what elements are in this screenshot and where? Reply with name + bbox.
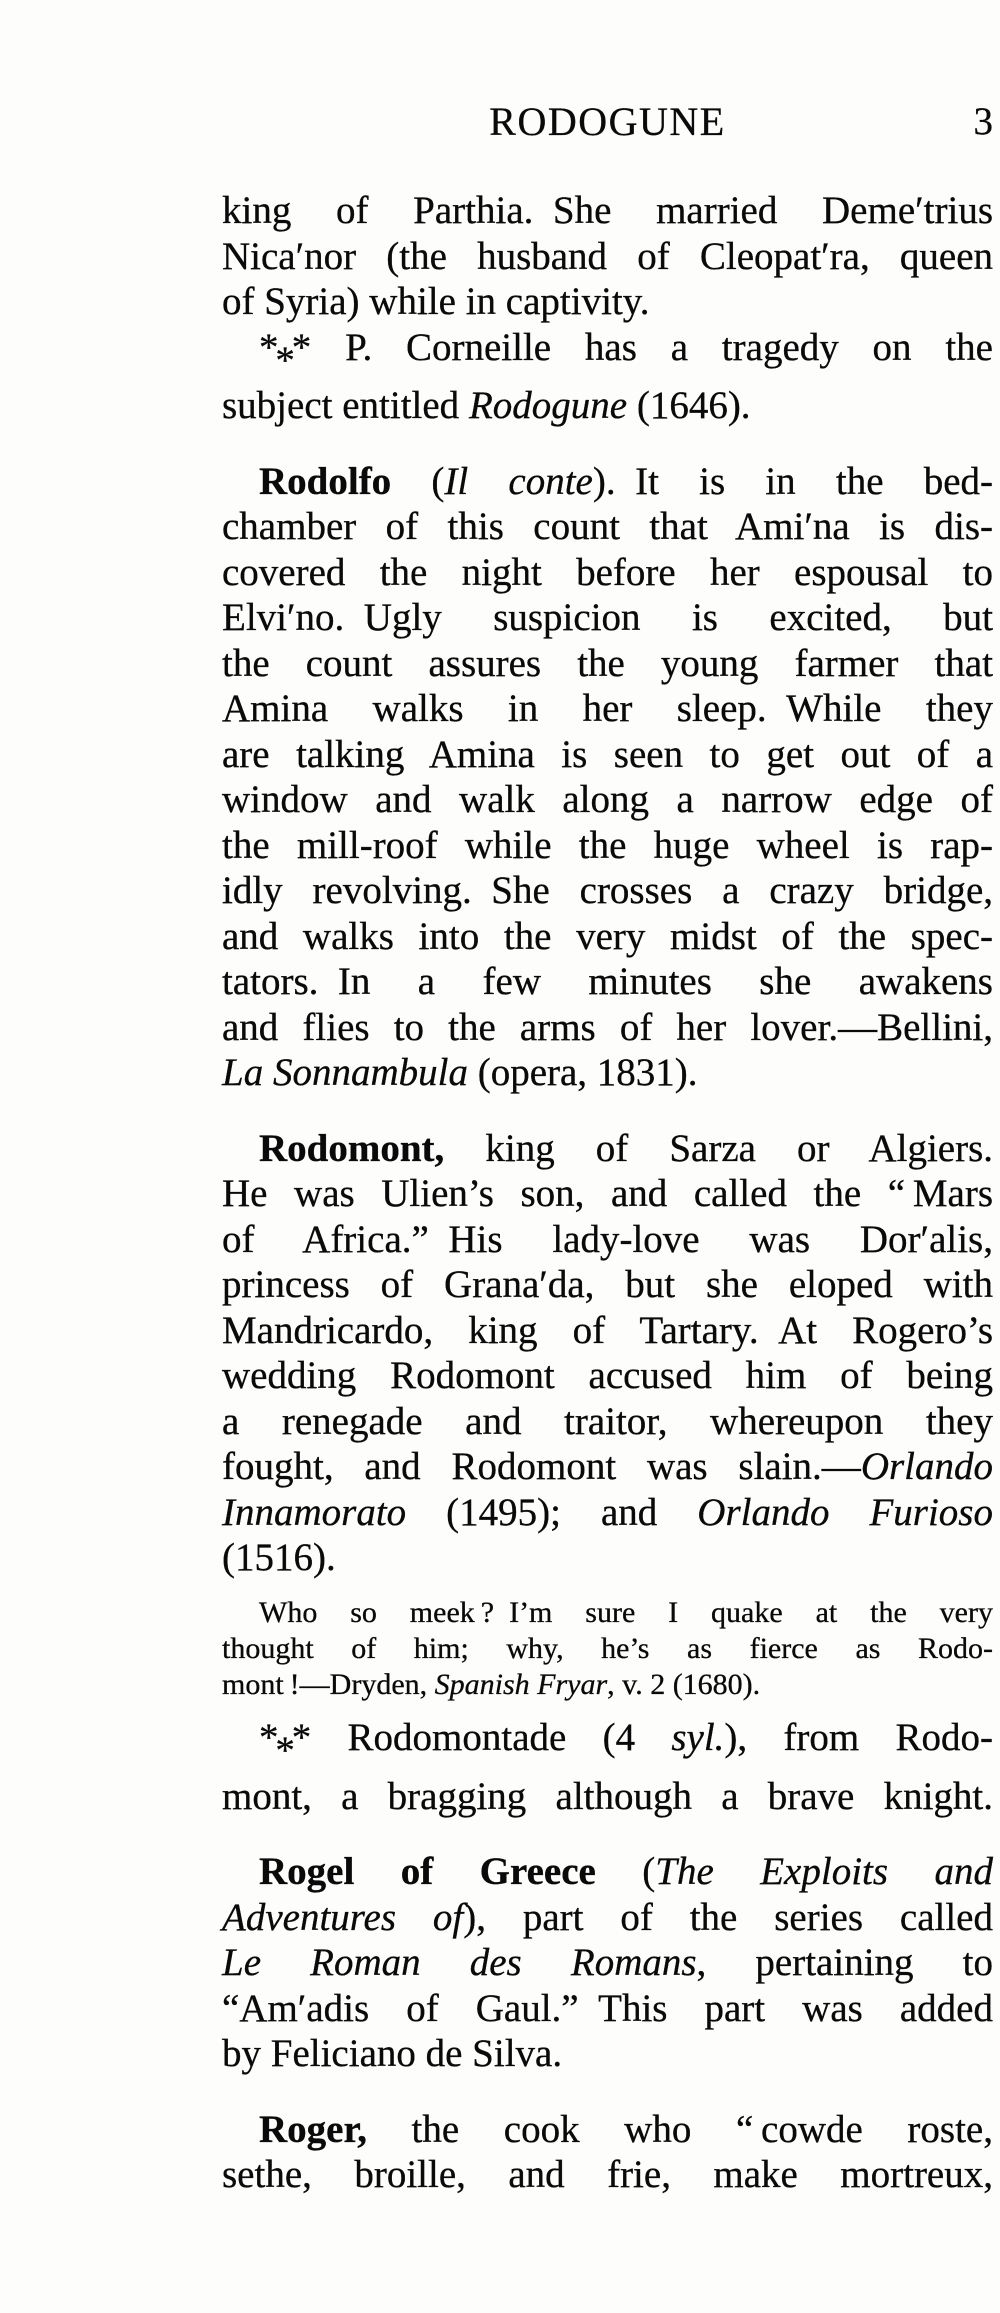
text-segment: He was Ulien’s son, and called the “ Mars <box>222 1172 993 1216</box>
text-line <box>222 914 993 960</box>
text-segment: Spanish Fryar <box>434 1667 608 1701</box>
text-segment: window and walk along a narrow edge of <box>222 778 993 822</box>
text-segment: the cook who “ cowde roste, <box>366 2107 993 2151</box>
text-segment: , v. 2 (1680). <box>607 1667 761 1701</box>
text-segment: Orlando <box>860 1445 993 1489</box>
text-segment: ( <box>391 459 445 503</box>
text-segment: Rodogune <box>468 384 628 428</box>
text-line <box>222 1050 993 1096</box>
text-line <box>222 2031 993 2077</box>
text-segment: ). It is in the bed- <box>592 459 993 503</box>
text-segment: tators. In a few minutes she awakens <box>222 960 993 1004</box>
entry-roger <box>222 2107 993 2198</box>
text-segment: (1516). <box>222 1536 336 1580</box>
text-segment: Rodomontade (4 <box>311 1715 672 1759</box>
page-number: 3 <box>973 100 993 143</box>
text-line <box>222 1940 993 1986</box>
text-line <box>222 459 993 505</box>
text-line <box>222 234 993 280</box>
text-segment: (1495); and <box>406 1490 698 1534</box>
text-segment: a renegade and traitor, whereupon they <box>222 1399 993 1443</box>
text-line <box>222 1667 993 1703</box>
text-line <box>222 1595 993 1631</box>
text-segment: king of Sarza or Algiers. <box>444 1126 993 1170</box>
text-segment: Elvi′no. Ugly suspicion is excited, but <box>222 596 993 640</box>
text-line <box>222 1444 993 1490</box>
text-segment: Le Roman des Romans <box>222 1941 697 1984</box>
text-line <box>222 1490 993 1536</box>
quote-dryden <box>222 1595 993 1703</box>
text-line <box>222 1353 993 1399</box>
text-line <box>222 777 993 823</box>
text-line <box>222 1535 993 1581</box>
text-segment: chamber of this count that Ami′na is dis- <box>222 505 993 549</box>
text-line <box>222 1986 993 2032</box>
text-line <box>222 686 993 732</box>
text-segment: Amina walks in her sleep. While they <box>222 687 993 731</box>
entry-headword: Rodolfo <box>259 459 392 503</box>
text-segment: fought, and Rodomont was slain.— <box>222 1445 861 1489</box>
text-segment: sethe, broille, and frie, make mortreux, <box>222 2153 993 2196</box>
text-segment: Adventures of <box>222 1895 464 1939</box>
text-line <box>222 1715 993 1774</box>
text-segment: * <box>275 338 295 382</box>
entry-headword: Rogel of Greece <box>259 1850 596 1893</box>
text-segment: Who so meek ? I’m sure I quake at the very <box>259 1595 993 1629</box>
text-segment: king of Parthia. She married Deme′trius <box>222 189 993 232</box>
text-segment: (1646). <box>627 384 751 428</box>
entry-rodomont <box>222 1126 993 1581</box>
text-line <box>222 550 993 596</box>
text-body <box>222 188 993 2198</box>
paragraph-rodogune-continuation <box>222 188 993 325</box>
entry-rogel-of-greece <box>222 1849 993 2077</box>
text-segment: ), part of the series called <box>463 1895 993 1939</box>
text-segment: thought of him; why, he’s as fierce as Rodo- <box>222 1631 993 1665</box>
text-segment: subject entitled <box>222 384 469 428</box>
text-segment: The Exploits and <box>655 1850 993 1893</box>
entry-rodolfo <box>222 459 993 1096</box>
text-segment: * <box>259 1715 279 1759</box>
text-line <box>222 2107 993 2153</box>
running-head <box>222 100 993 188</box>
text-line <box>222 383 993 429</box>
text-line <box>222 325 993 384</box>
text-segment: , pertaining to <box>696 1941 994 1984</box>
text-segment: the count assures the young farmer that <box>222 641 993 685</box>
text-line <box>222 732 993 778</box>
text-line <box>222 595 993 641</box>
text-line <box>222 1171 993 1217</box>
text-line <box>222 1217 993 1263</box>
text-segment: the mill-roof while the huge wheel is rap- <box>222 823 993 867</box>
text-segment: Nica′nor (the husband of Cleopat′ra, queen <box>222 234 993 278</box>
text-segment: (opera, 1831). <box>467 1051 698 1095</box>
entry-headword: Rodomont, <box>259 1126 445 1170</box>
text-segment: syl. <box>671 1715 725 1759</box>
text-column <box>222 100 993 2198</box>
text-segment: princess of Grana′da, but she eloped with <box>222 1263 993 1307</box>
text-segment: * <box>291 1715 312 1759</box>
text-segment: of Syria) while in captivity. <box>222 280 650 323</box>
text-line <box>222 1308 993 1354</box>
text-line <box>222 2152 993 2198</box>
text-line <box>222 1126 993 1172</box>
text-segment: ), from Rodo- <box>724 1715 993 1759</box>
text-line <box>222 868 993 914</box>
text-segment: and flies to the arms of her lover.—Bellini, <box>222 1005 993 1049</box>
text-line <box>222 1262 993 1308</box>
text-segment: of Africa.” His lady-love was Dor′alis, <box>222 1217 993 1261</box>
text-segment: La Sonnambula <box>222 1051 468 1095</box>
text-segment: mont, a bragging although a brave knight. <box>222 1774 993 1818</box>
text-segment: ( <box>595 1850 656 1893</box>
text-segment: Orlando Furioso <box>697 1490 993 1534</box>
text-segment: wedding Rodomont accused him of being <box>222 1354 993 1398</box>
text-line <box>222 1774 993 1820</box>
text-segment: covered the night before her espousal to <box>222 550 993 594</box>
text-segment: by Feliciano de Silva. <box>222 2032 563 2075</box>
text-segment: idly revolving. She crosses a crazy bridge, <box>222 869 993 913</box>
text-line <box>222 1849 993 1895</box>
text-line <box>222 959 993 1005</box>
text-segment: P. Corneille has a tragedy on the <box>311 325 993 369</box>
text-segment: Mandricardo, king of Tartary. At Rogero’s <box>222 1308 993 1352</box>
page-title: RODOGUNE <box>489 99 726 144</box>
text-line <box>222 1005 993 1051</box>
text-segment: * <box>275 1729 295 1772</box>
entry-headword: Roger, <box>259 2107 367 2151</box>
text-segment: “Am′adis of Gaul.” This part was added <box>222 1986 993 2030</box>
text-segment: * <box>259 325 279 369</box>
text-line <box>222 1895 993 1941</box>
text-line <box>222 1631 993 1667</box>
paragraph-corneille-note <box>222 325 993 429</box>
text-line <box>222 279 993 325</box>
note-rodomontade <box>222 1715 993 1819</box>
text-line <box>222 641 993 687</box>
text-line <box>222 1399 993 1445</box>
text-segment: are talking Amina is seen to get out of a <box>222 732 993 776</box>
text-segment: and walks into the very midst of the spec- <box>222 914 993 958</box>
text-segment: Innamorato <box>222 1490 407 1534</box>
text-line <box>222 188 993 234</box>
text-line <box>222 823 993 869</box>
text-segment: Il conte <box>444 459 593 503</box>
text-segment: mont !—Dryden, <box>222 1667 435 1701</box>
text-line <box>222 504 993 550</box>
text-segment: * <box>291 325 312 369</box>
